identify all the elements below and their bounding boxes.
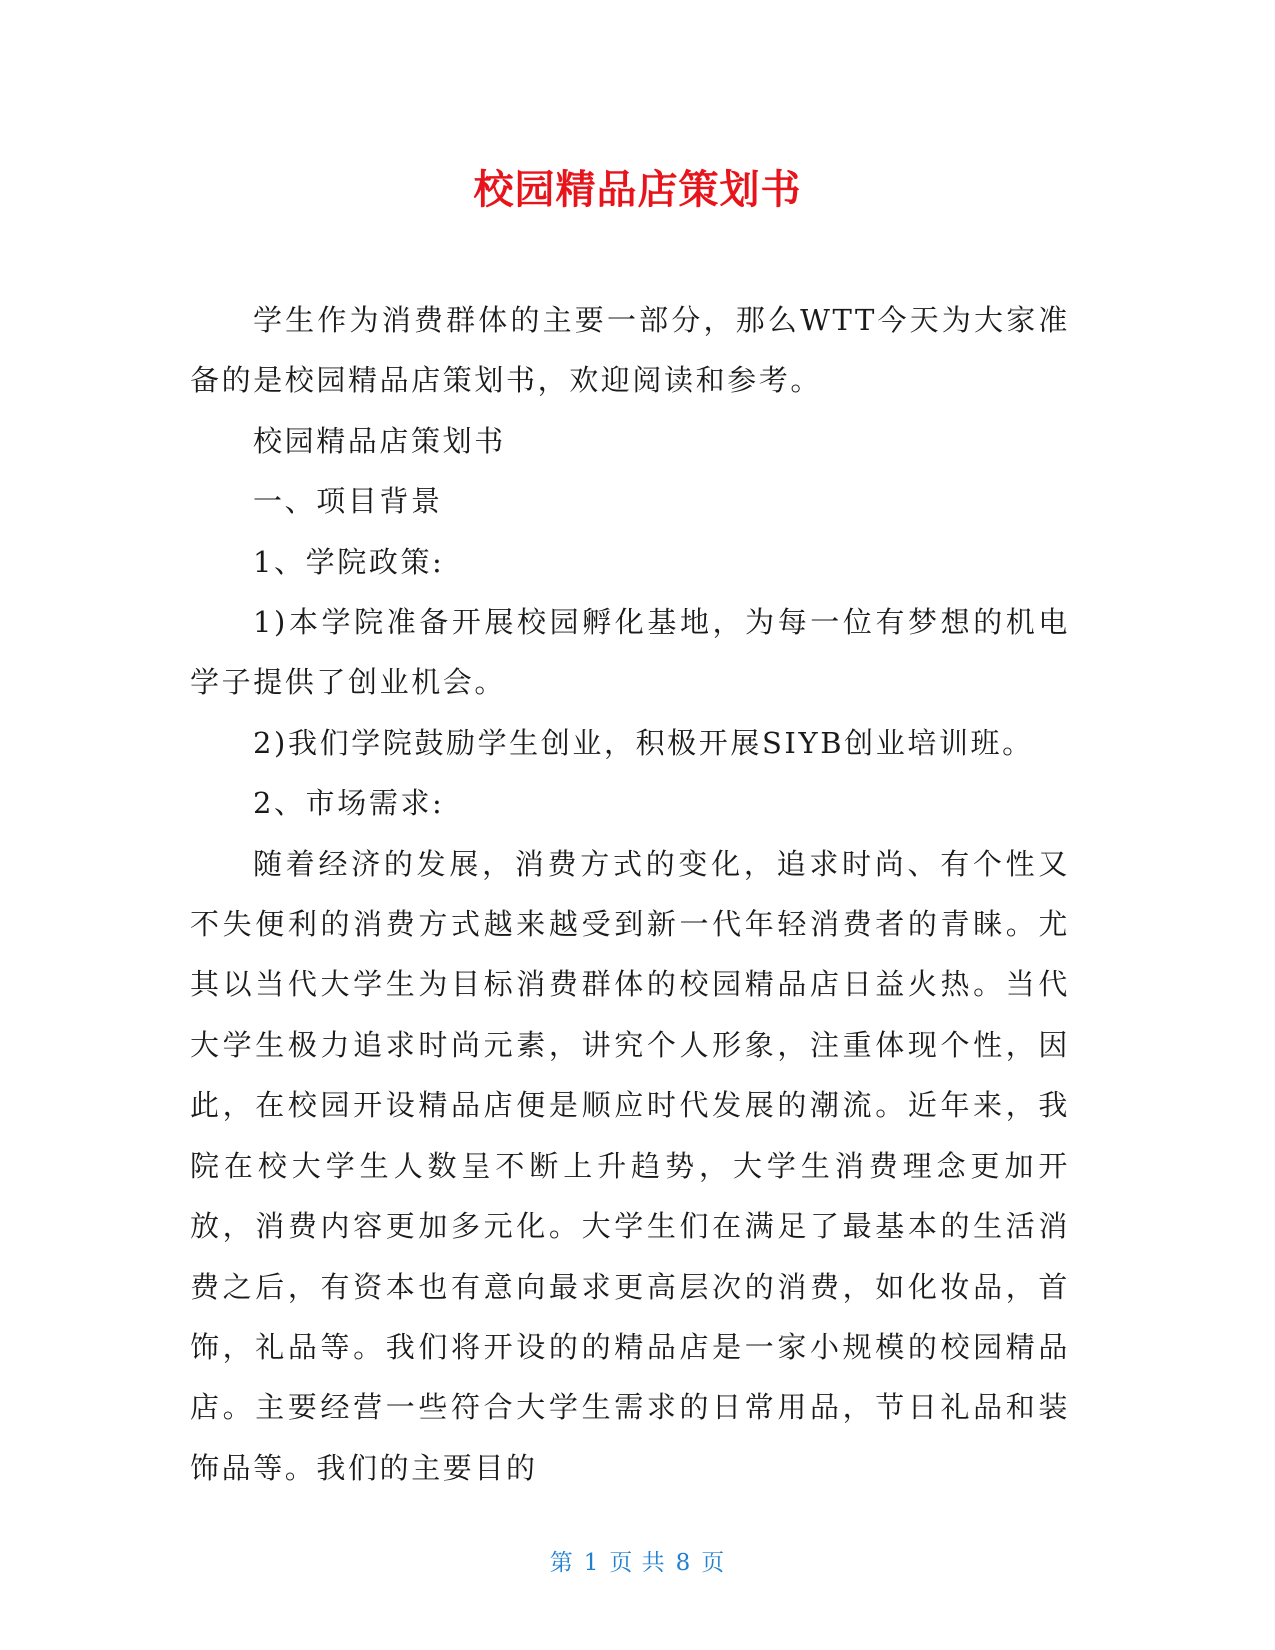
market-paragraph: 随着经济的发展，消费方式的变化，追求时尚、有个性又不失便利的消费方式越来越受到新一代年轻消费者的青睐。尤其以当代大学生为目标消费群体的校园精品店日益火热。当代大学生极力追求时尚元素，讲究个人形象，注重体现个性，因此，在校园开设精品店便是顺应时代发展的潮流。近年来，我院在校大学生人数呈不断上升趋势，大学生消费理念更加开放，消费内容更加多元化。大学生们在满足了最基本的生活消费之后，有资本也有意向最求更高层次的消费，如化妆品，首饰，礼品等。我们将开设的的精品店是一家小规模的校园精品店。主要经营一些符合大学生需求的日常用品，节日礼品和装饰品等。我们的主要目的 bbox=[190, 846, 1070, 1485]
footer-middle: 页 共 bbox=[609, 1550, 666, 1576]
page-footer bbox=[0, 1548, 1275, 1578]
document-title: 校园精品店策划书 bbox=[473, 167, 802, 213]
footer-prefix: 第 bbox=[549, 1550, 574, 1576]
subtitle-paragraph: 校园精品店策划书 bbox=[253, 423, 506, 458]
policy-item-1: 1)本学院准备开展校园孵化基地，为每一位有梦想的机电学子提供了创业机会。 bbox=[190, 605, 1070, 700]
intro-paragraph: 学生作为消费群体的主要一部分，那么WTT今天为大家准备的是校园精品店策划书，欢迎阅读和参考。 bbox=[190, 303, 1070, 398]
footer-current-page: 1 bbox=[583, 1550, 600, 1576]
section-heading-background: 一、项目背景 bbox=[253, 484, 443, 519]
footer-suffix: 页 bbox=[701, 1550, 726, 1576]
document-body bbox=[190, 290, 1070, 1498]
subsection-heading-market: 2、市场需求: bbox=[253, 786, 445, 821]
policy-item-2: 2)我们学院鼓励学生创业，积极开展SIYB创业培训班。 bbox=[253, 725, 1034, 760]
footer-total-pages: 8 bbox=[675, 1550, 692, 1576]
subsection-heading-policy: 1、学院政策: bbox=[253, 544, 445, 579]
